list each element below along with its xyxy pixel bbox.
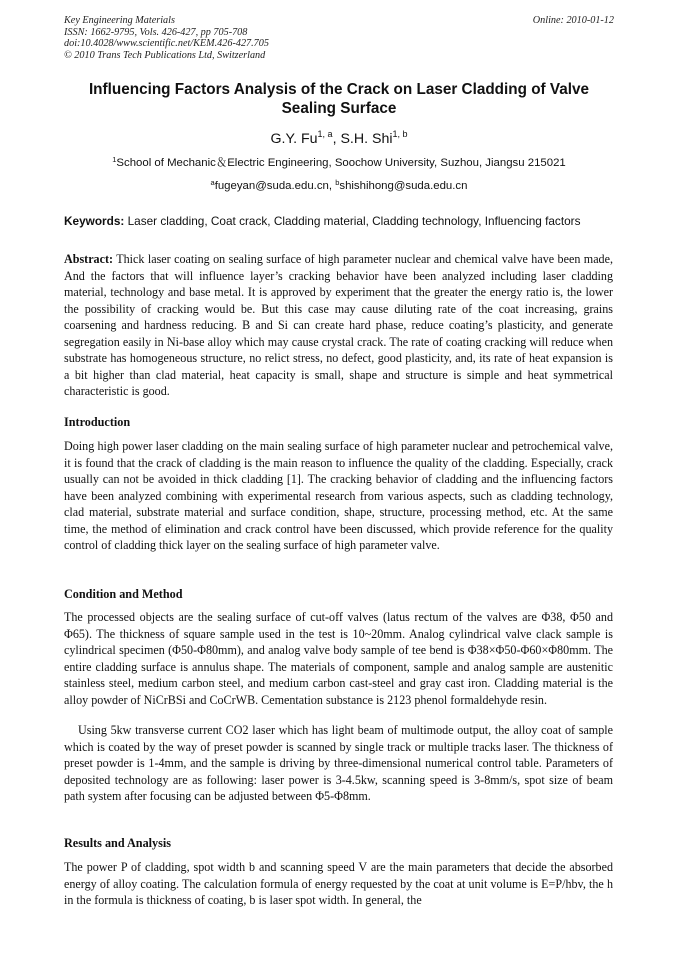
email-separator: ,	[328, 180, 336, 192]
condition-paragraph-2: Using 5kw transverse current CO2 laser which has light beam of multimode output, the alloy coat of sample which is coated by the way of preset powder is scanned by single track or multiple tracks laser. The thickness of preset powder is 1-4mm, and the sample is driving by three-dimensional numerical control table. Parameters of deposited technology are as following: laser power is 3-4.5kw, scanning speed is 3-8mm/s, spot size of beam path system after focusing can be adjusted between Φ5-Φ8mm.	[64, 723, 613, 804]
email-a[interactable]: fugeyan@suda.edu.cn	[214, 180, 329, 192]
paper-title: Influencing Factors Analysis of the Crack on Laser Cladding of Valve Sealing Surface	[88, 81, 590, 117]
journal-name: Key Engineering Materials	[64, 15, 175, 26]
keywords	[64, 214, 616, 229]
keywords-label: Keywords:	[64, 214, 125, 228]
introduction-text: Doing high power laser cladding on the main sealing surface of high parameter nuclear and petrochemical valve, it is found that the crack of cladding is the main reason to influence the quality of the cladding. Especially, crack usually can not be avoided in thick cladding [1]. The cracking behavior of cladding and the influencing factors have been analyzed combining with experimental research from various aspects, such as cladding technology, clad material, substrate material and surface condition, shape, structure, processing method, etc. At the same time, the method of elimination and crack control have been discussed, which provide reference for the quality control of cladding thick layer on the sealing surface of high parameter valve.	[64, 439, 613, 553]
condition-heading: Condition and Method	[64, 587, 183, 601]
author-1: G.Y. Fu	[270, 131, 318, 147]
results-heading: Results and Analysis	[64, 836, 172, 850]
online-date: Online: 2010-01-12	[532, 15, 614, 26]
condition-paragraph-1: The processed objects are the sealing surface of cut-off valves (latus rectum of the valves are Φ38, Φ50 and Φ65). The thickness of square sample used in the test is 10~20mm. Analog cylindrical valve clack sample is cylindrical specimen (Φ50-Φ80mm), and analog valve body sample of tee bend is Φ38×Φ50-Φ60×Φ80mm. The entire cladding surface is annulus shape. The materials of component, sample and analog sample are austenitic stainless steel, medium carbon steel, and medium carbon cast-steel and gray cast iron. Cladding material is the alloy powder of NiCrBSi and CoCrWB. Cementation substance is 2123 phenol formaldehyde resin.	[64, 610, 613, 707]
keywords-text: Laser cladding, Coat crack, Cladding material, Cladding technology, Influencing factors	[124, 214, 581, 228]
email-b-sup: b	[335, 178, 340, 187]
email-a-sup: a	[210, 178, 215, 187]
author-1-sup: 1, a	[317, 129, 333, 139]
journal-header	[64, 15, 269, 61]
affiliation-text: School of Mechanic＆Electric Engineering, Soochow University, Suzhou, Jiangsu 215021	[116, 157, 566, 169]
introduction-heading: Introduction	[64, 415, 131, 429]
abstract-label: Abstract:	[64, 252, 114, 266]
issn-line: ISSN: 1662-9795, Vols. 426-427, pp 705-708	[64, 26, 248, 38]
affiliation	[64, 156, 614, 170]
email-b[interactable]: shishihong@suda.edu.cn	[339, 180, 468, 192]
doi-line: doi:10.4028/www.scientific.net/KEM.426-427.705	[64, 38, 269, 50]
email-line	[64, 179, 614, 193]
author-2: S.H. Shi	[340, 131, 393, 147]
abstract	[64, 251, 613, 400]
author-separator: ,	[332, 131, 341, 147]
copyright-line: © 2010 Trans Tech Publications Ltd, Switzerland	[64, 49, 266, 61]
affiliation-sup: 1	[112, 155, 117, 164]
author-2-sup: 1, b	[392, 129, 408, 139]
author-line	[64, 130, 614, 148]
abstract-text: Thick laser coating on sealing surface of high parameter nuclear and chemical valve have been made, And the factors that will influence layer’s cracking behavior have been analyzed including laser cladding material, technology and base metal. It is approved by experiment that the greater the energy ratio is, the lower the possibility of cracking would be. But this case may cause diluting rate of the coat increasing, grains coarsening and hardness reducing. B and Si can create hard phase, reduce coating’s plasticity, and generate segregation easily in Ni-base alloy which may cause crystal crack. The rate of coating cracking will reduce when substrate has homogeneous structure, no relict stress, no defect, good plasticity, and, its rate of heat expansion is a bit higher than clad material, heat capacity is small, shape and structure is simple and heat symmetrical characteristic is good.	[64, 252, 613, 399]
results-text: The power P of cladding, spot width b and scanning speed V are the main parameters that decide the absorbed energy of alloy coating. The calculation formula of energy requested by the coat at unit volume is E=P/hbv, the h in the formula is thickness of coating, b is laser spot width. In general, the	[64, 860, 613, 908]
